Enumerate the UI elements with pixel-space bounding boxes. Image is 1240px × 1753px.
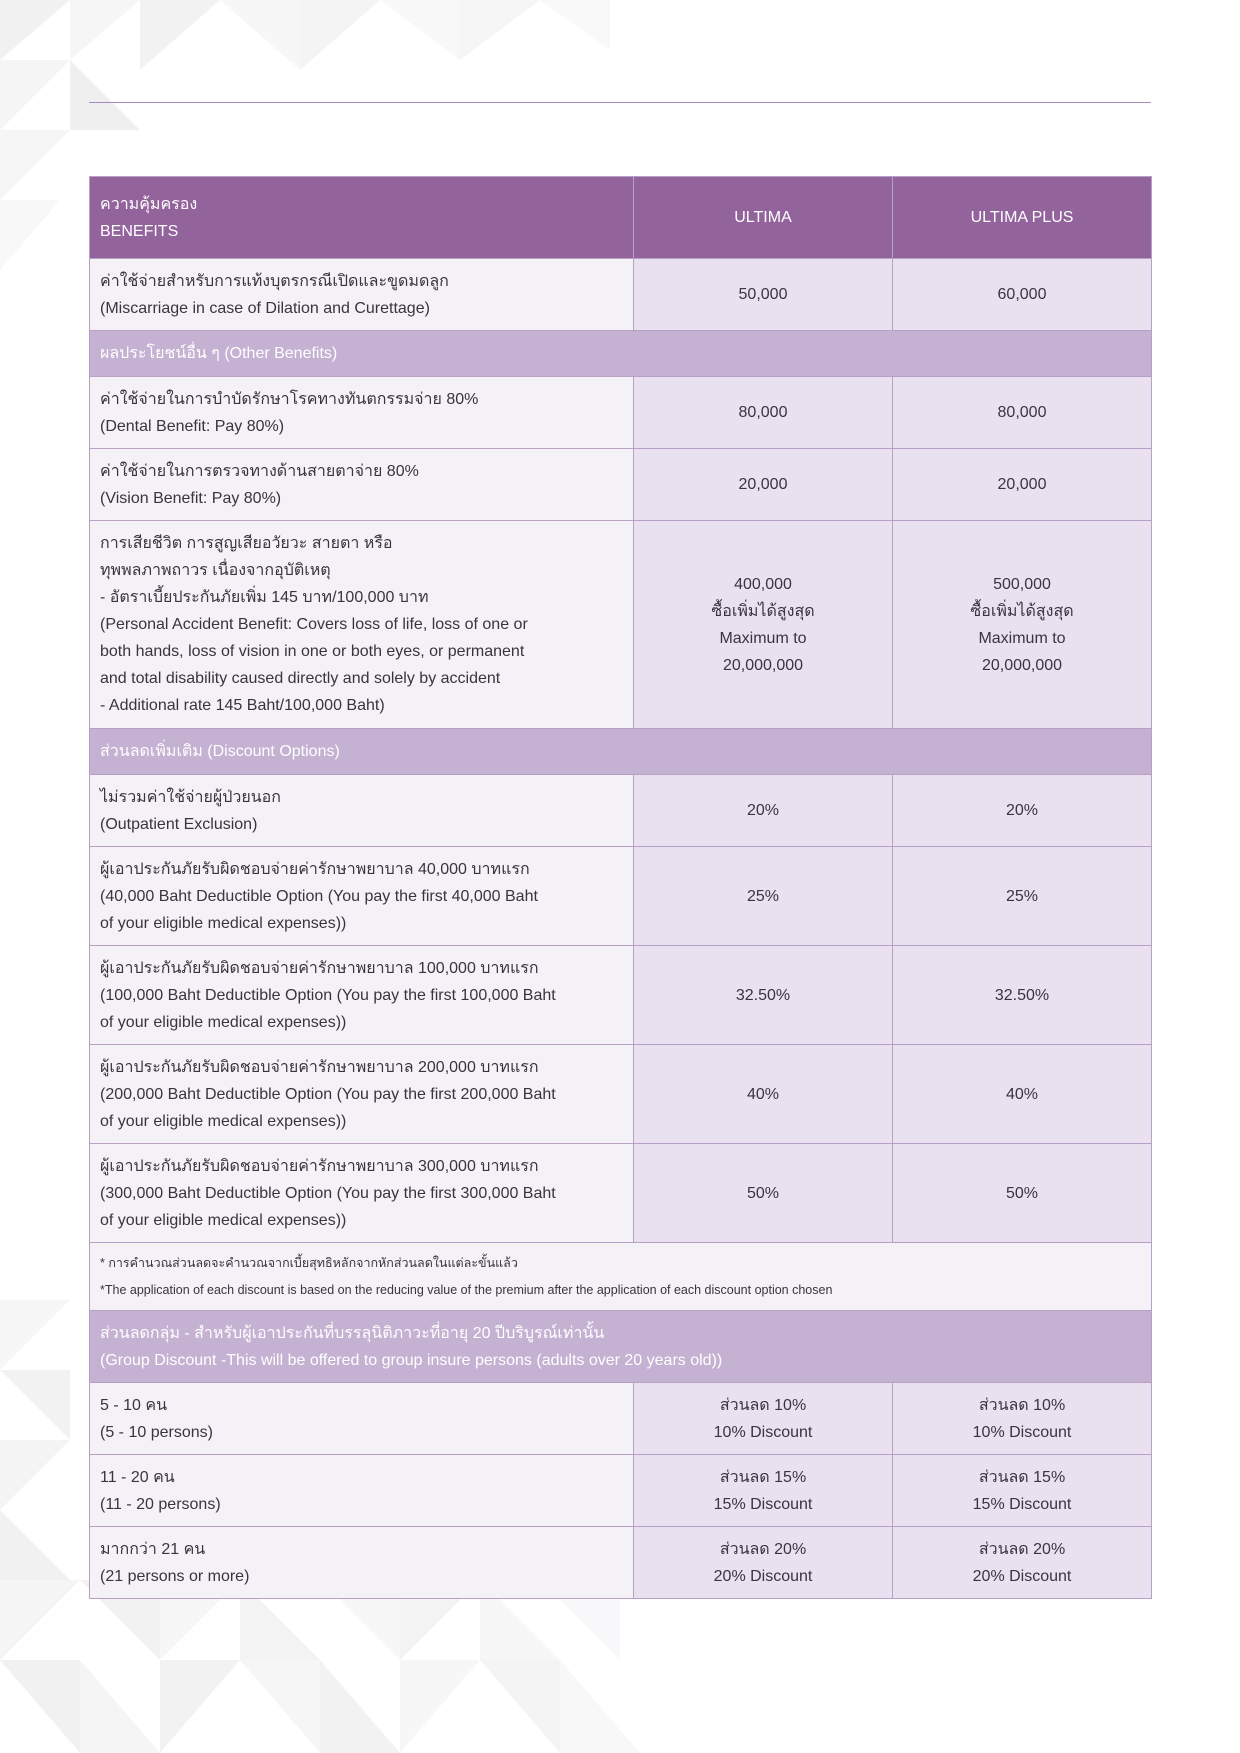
row-label: 5 - 10 คน (5 - 10 persons) [90,1383,634,1455]
ultima-plus-value: 20,000 [893,449,1152,521]
row-label: มากกว่า 21 คน (21 persons or more) [90,1527,634,1599]
row-label: การเสียชีวิต การสูญเสียอวัยวะ สายตา หรือ ทุพพลภาพถาวร เนื่องจากอุบัติเหตุ - อัตราเบี้ยประกันภัยเพิ่ม 145 บาท/100,000 บาท (Personal Accident Benefit: Covers loss of life, loss of one or both hands, loss of vision in one or both eyes, or permanent and total disability caused directly and solely by accident - Additional rate 145 Baht/100,000 Baht) [90,521,634,729]
discount-footnote [90,1243,1152,1311]
table-row [90,1527,1152,1599]
ultima-plus-value: 20% [893,775,1152,847]
ultima-value: 32.50% [634,946,893,1045]
header-benefits: ความคุ้มครอง BENEFITS [90,177,634,259]
table-row [90,1144,1152,1243]
ultima-value: 80,000 [634,377,893,449]
top-divider [89,102,1151,103]
ultima-value: 25% [634,847,893,946]
section-discount-options: ส่วนลดเพิ่มเติม (Discount Options) [90,729,1152,775]
ultima-value: ส่วนลด 10% 10% Discount [634,1383,893,1455]
section-group-discount: ส่วนลดกลุ่ม - สำหรับผู้เอาประกันที่บรรลุนิติภาวะที่อายุ 20 ปีบริบูรณ์เท่านั้น (Group Discount -This will be offered to group insure persons (adults over 20 years old)) [90,1311,1152,1383]
ultima-value: 50,000 [634,259,893,331]
header-ultima-plus: ULTIMA PLUS [893,177,1152,259]
row-label: ค่าใช้จ่ายสำหรับการแท้งบุตรกรณีเปิดและขูดมดลูก (Miscarriage in case of Dilation and Curettage) [90,259,634,331]
row-label: ผู้เอาประกันภัยรับผิดชอบจ่ายค่ารักษาพยาบาล 40,000 บาทแรก (40,000 Baht Deductible Option (You pay the first 40,000 Baht of your eligible medical expenses)) [90,847,634,946]
benefits-table [89,176,1152,1599]
header-ultima: ULTIMA [634,177,893,259]
ultima-plus-value: 500,000 ซื้อเพิ่มได้สูงสุด Maximum to 20,000,000 [893,521,1152,729]
section-other-benefits: ผลประโยชน์อื่น ๆ (Other Benefits) [90,331,1152,377]
table-row [90,847,1152,946]
row-label: 11 - 20 คน (11 - 20 persons) [90,1455,634,1527]
row-label: ค่าใช้จ่ายในการบำบัดรักษาโรคทางทันตกรรมจ่าย 80% (Dental Benefit: Pay 80%) [90,377,634,449]
ultima-value: ส่วนลด 15% 15% Discount [634,1455,893,1527]
ultima-value: 400,000 ซื้อเพิ่มได้สูงสุด Maximum to 20,000,000 [634,521,893,729]
row-label: ผู้เอาประกันภัยรับผิดชอบจ่ายค่ารักษาพยาบาล 300,000 บาทแรก (300,000 Baht Deductible Option (You pay the first 300,000 Baht of your eligible medical expenses)) [90,1144,634,1243]
table-row [90,259,1152,331]
ultima-plus-value: ส่วนลด 15% 15% Discount [893,1455,1152,1527]
ultima-value: 50% [634,1144,893,1243]
ultima-plus-value: 50% [893,1144,1152,1243]
row-label: ผู้เอาประกันภัยรับผิดชอบจ่ายค่ารักษาพยาบาล 100,000 บาทแรก (100,000 Baht Deductible Option (You pay the first 100,000 Baht of your eligible medical expenses)) [90,946,634,1045]
table-row [90,946,1152,1045]
footnote-th: * การคำนวณส่วนลดจะคำนวณจากเบี้ยสุทธิหลักจากหักส่วนลดในแต่ละขั้นแล้ว [100,1255,518,1270]
ultima-plus-value: 25% [893,847,1152,946]
ultima-plus-value: 32.50% [893,946,1152,1045]
row-label: ค่าใช้จ่ายในการตรวจทางด้านสายตาจ่าย 80% (Vision Benefit: Pay 80%) [90,449,634,521]
table-row [90,1383,1152,1455]
ultima-value: 40% [634,1045,893,1144]
ultima-plus-value: 60,000 [893,259,1152,331]
table-row [90,521,1152,729]
row-label: ไม่รวมค่าใช้จ่ายผู้ป่วยนอก (Outpatient Exclusion) [90,775,634,847]
row-label: ผู้เอาประกันภัยรับผิดชอบจ่ายค่ารักษาพยาบาล 200,000 บาทแรก (200,000 Baht Deductible Option (You pay the first 200,000 Baht of your eligible medical expenses)) [90,1045,634,1144]
table-row [90,377,1152,449]
ultima-value: 20% [634,775,893,847]
ultima-plus-value: ส่วนลด 20% 20% Discount [893,1527,1152,1599]
table-row [90,449,1152,521]
ultima-plus-value: 80,000 [893,377,1152,449]
footnote-en: *The application of each discount is based on the reducing value of the premium after the application of each discount option chosen [100,1282,833,1297]
table-row [90,1045,1152,1144]
ultima-plus-value: 40% [893,1045,1152,1144]
table-row [90,775,1152,847]
table-header-row [90,177,1152,259]
table-row [90,1455,1152,1527]
ultima-value: ส่วนลด 20% 20% Discount [634,1527,893,1599]
ultima-plus-value: ส่วนลด 10% 10% Discount [893,1383,1152,1455]
ultima-value: 20,000 [634,449,893,521]
